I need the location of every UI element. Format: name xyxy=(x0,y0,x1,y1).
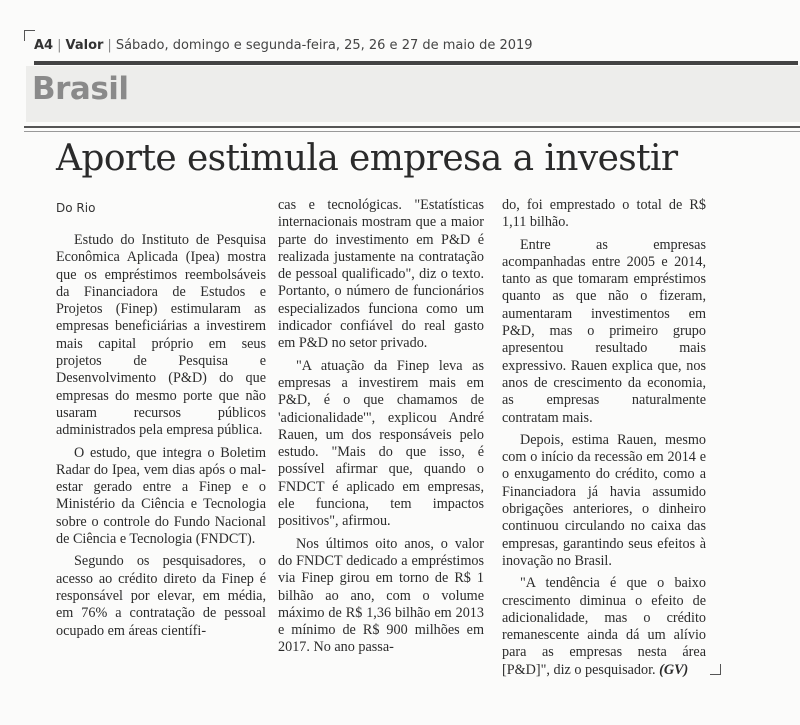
header-rule xyxy=(34,61,798,65)
author-signature: (GV) xyxy=(659,661,689,678)
article-paragraph-last xyxy=(502,575,706,679)
article-paragraph-text: "A tendência é que o baixo crescimento diminua o efeito de adicionalidade, mas o crédito remanescente ainda dá um alívio para as empresas nesta área [P&D]", diz o pesquisador. xyxy=(502,575,706,678)
article-column-3 xyxy=(502,197,706,679)
article-paragraph: "A atuação da Finep leva as empresas a investirem mais em P&D, é o que chamamos de 'adicionalidade'", explicou André Rauen, um dos responsáveis pelo estudo. "Mais do que isso, é possível afirmar que, quando o FNDCT é aplicado em empresas, ele funciona, tem impactos positivos", afirmou. xyxy=(278,357,484,530)
article-paragraph: Estudo do Instituto de Pesquisa Econômica Aplicada (Ipea) mostra que os empréstimos reembolsáveis da Financiadora de Estudos e Projetos (Finep) estimularam as empresas beneficiárias a investirem mais capital próprio em seus projetos de Pesquisa e Desenvolvimento (P&D) do que empresas do mesmo porte que não usaram recursos públicos administrados pela empresa pública. xyxy=(56,232,266,439)
issue-date: Sábado, domingo e segunda-feira, 25, 26 e 27 de maio de 2019 xyxy=(115,38,533,53)
crop-mark-bottom-right xyxy=(710,664,721,675)
section-title: Brasil xyxy=(32,71,129,107)
article-paragraph: Nos últimos oito anos, o valor do FNDCT dedicado a empréstimos via Finep girou em torno de R$ 1 bilhão ao ano, com o volume máximo de R$ 1,36 bilhão em 2013 e mínimo de R$ 900 milhões em 2017. No ano passa- xyxy=(278,535,484,656)
page-folio: A4 | Valor | Sábado, domingo e segunda-feira, 25, 26 e 27 de maio de 2019 xyxy=(34,38,533,53)
article-paragraph: Entre as empresas acompanhadas entre 2005 e 2014, tanto as que tomaram empréstimos quanto as que não o fizeram, aumentaram investimentos em P&D, mas o primeiro grupo apresentou resultado mais expressivo. Rauen explica que, nos anos de crescimento da economia, as empresas naturalmente contratam mais. xyxy=(502,236,706,426)
article-paragraph: do, foi emprestado o total de R$ 1,11 bilhão. xyxy=(502,197,706,231)
article-column-1 xyxy=(56,232,266,640)
article-headline: Aporte estimula empresa a investir xyxy=(56,138,678,179)
paper-name: Valor xyxy=(65,38,104,53)
section-rule xyxy=(24,126,800,128)
article-paragraph: cas e tecnológicas. "Estatísticas internacionais mostram que a maior parte do investimento em P&D é realizada justamente na contratação de pessoal qualificado", diz o texto. Portanto, o número de funcionários especializados funciona como um indicador confiável do real gasto em P&D no setor privado. xyxy=(278,197,484,352)
article-paragraph: O estudo, que integra o Boletim Radar do Ipea, vem dias após o mal-estar gerado entre a Finep e o Ministério da Ciência e Tecnologia sobre o controle do Fundo Nacional de Ciência e Tecnologia (FNDCT). xyxy=(56,444,266,548)
article-paragraph: Depois, estima Rauen, mesmo com o início da recessão em 2014 e o enxugamento do crédito, como a Financiadora já havia assumido obrigações anteriores, o dinheiro continuou circulando no caixa das empresas, garantindo seus efeitos à inovação no Brasil. xyxy=(502,431,706,569)
section-band xyxy=(26,66,800,122)
page-number: A4 xyxy=(34,38,54,53)
article-column-2 xyxy=(278,197,484,657)
section-rule-thin xyxy=(24,131,800,132)
article-byline: Do Rio xyxy=(56,201,96,215)
article-paragraph: Segundo os pesquisadores, o acesso ao crédito direto da Finep é responsável por elevar, em média, em 76% a contratação de pessoal ocupado em áreas científi- xyxy=(56,553,266,639)
